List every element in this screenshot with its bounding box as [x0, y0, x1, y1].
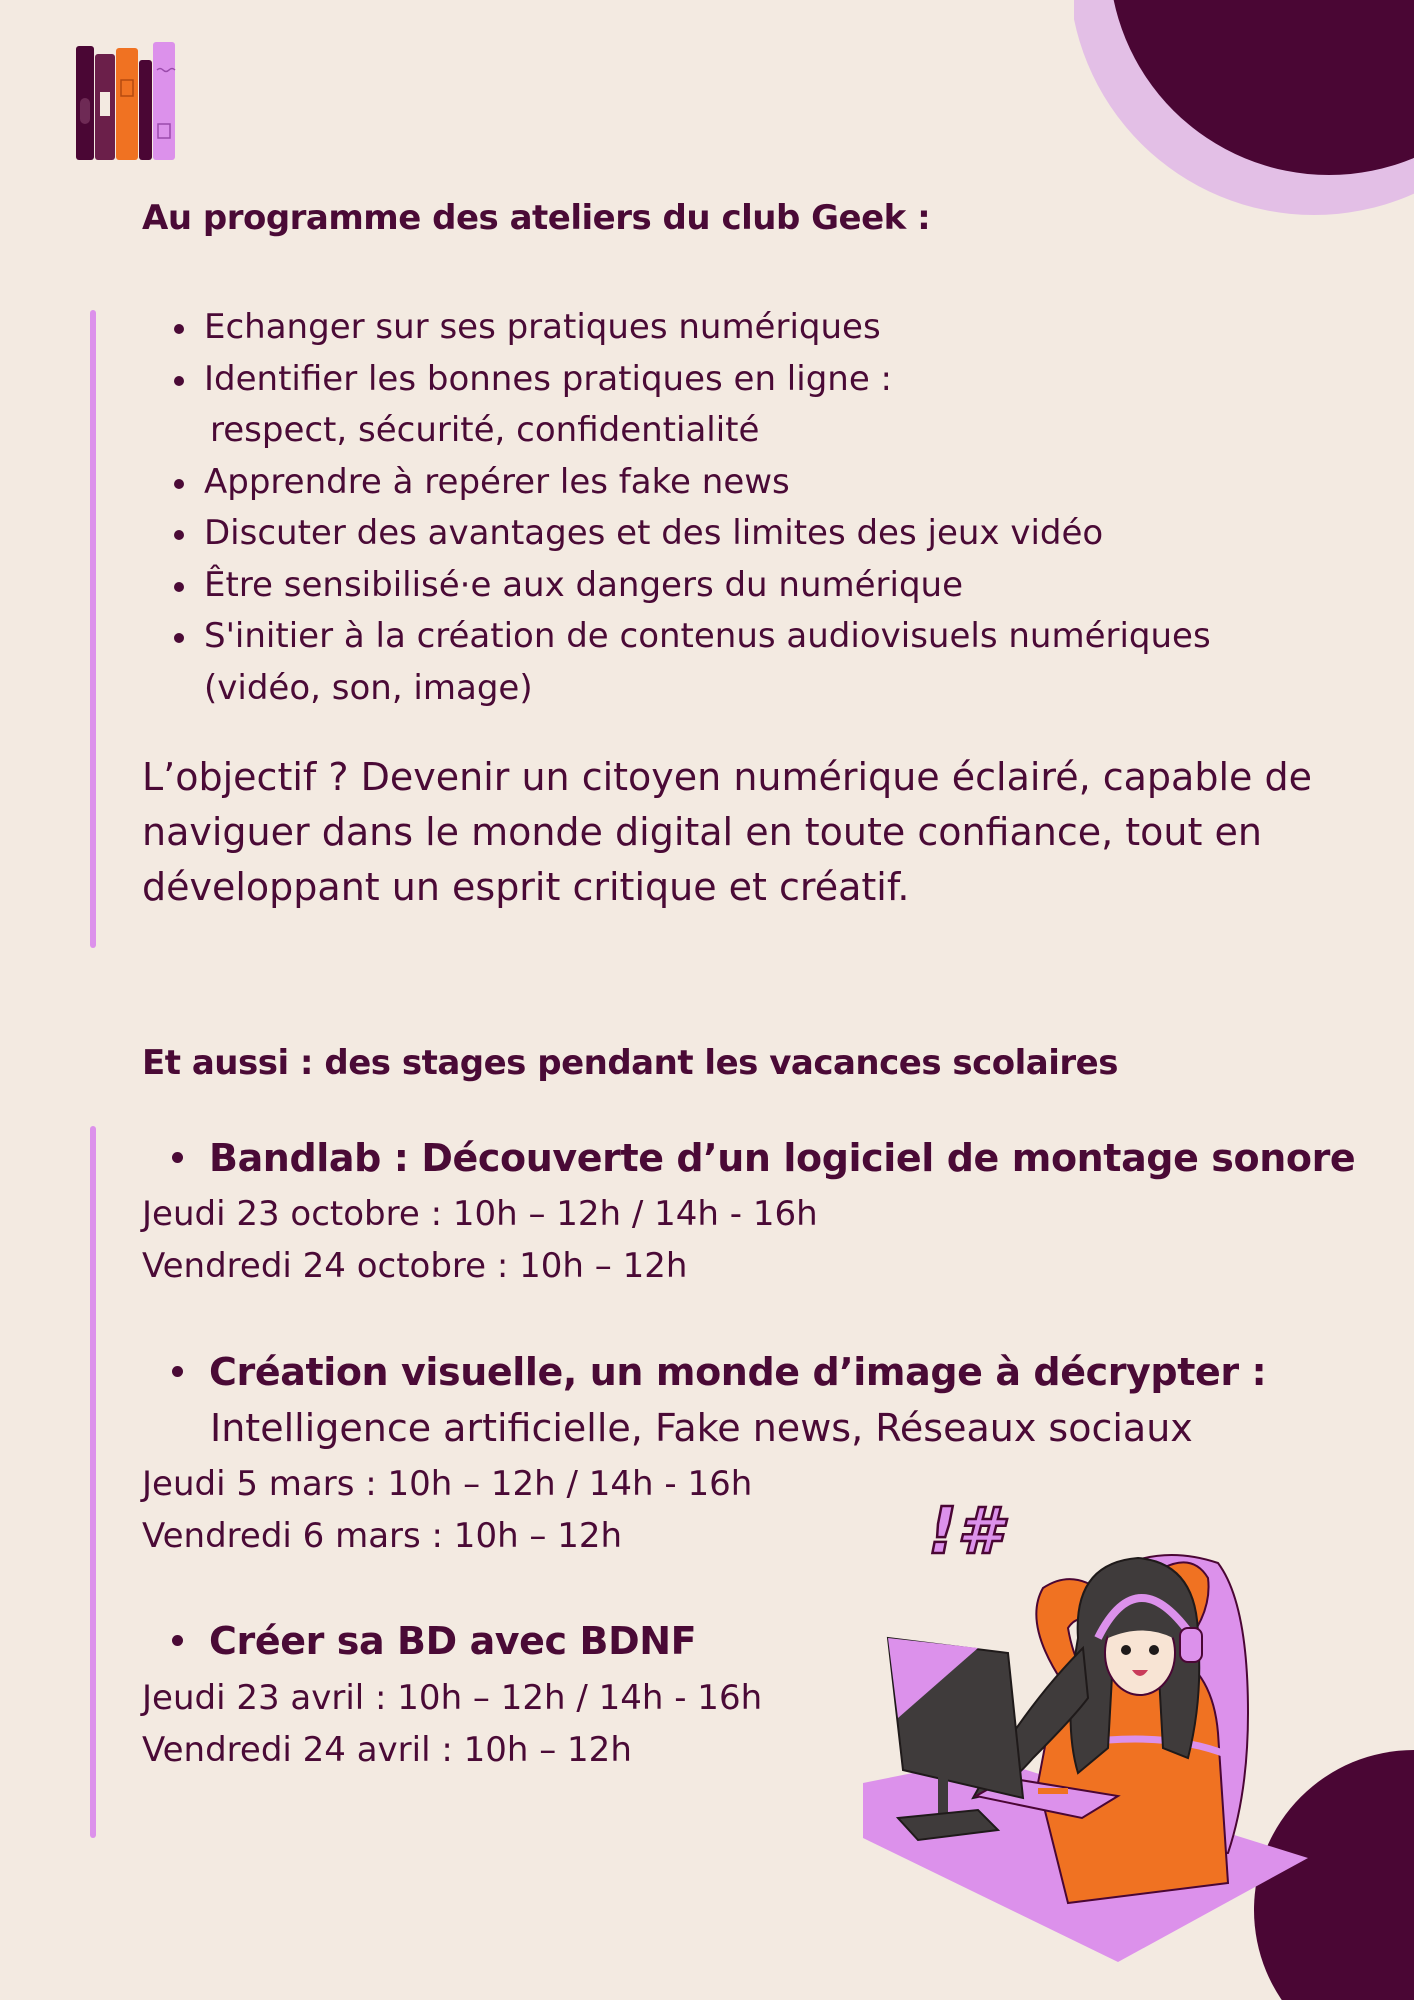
list-item: Echanger sur ses pratiques numériques	[142, 302, 1342, 354]
list-item: S'initier à la création de contenus audiovisuels numériques (vidéo, son, image)	[142, 611, 1342, 714]
stage-bandlab-date-1: Jeudi 23 octobre : 10h – 12h / 14h - 16h	[142, 1194, 818, 1234]
stages-heading: Et aussi : des stages pendant les vacances scolaires	[142, 1043, 1118, 1083]
exclamation-text: !#	[928, 1495, 1002, 1569]
bullet	[172, 1152, 183, 1163]
bullet	[172, 1366, 183, 1377]
program-list	[142, 302, 1342, 714]
list-item: Identifier les bonnes pratiques en ligne : respect, sécurité, confidentialité	[142, 354, 1342, 457]
list-item: Discuter des avantages et des limites des jeux vidéo	[142, 508, 1342, 560]
stage-bandlab-date-2: Vendredi 24 octobre : 10h – 12h	[142, 1246, 688, 1286]
program-heading: Au programme des ateliers du club Geek :	[142, 198, 931, 238]
stage-bd-title: Créer sa BD avec BDNF	[142, 1619, 696, 1663]
gamer-girl-illustration	[858, 1478, 1338, 1978]
stage-bd-date-2: Vendredi 24 avril : 10h – 12h	[142, 1730, 632, 1770]
list-item: Être sensibilisé·e aux dangers du numérique	[142, 560, 1342, 612]
list-item: Apprendre à repérer les fake news	[142, 457, 1342, 509]
stage-bd-date-1: Jeudi 23 avril : 10h – 12h / 14h - 16h	[142, 1678, 763, 1718]
stage-visual-subtitle: Intelligence artificielle, Fake news, Réseaux sociaux	[210, 1406, 1193, 1450]
stage-visual-date-1: Jeudi 5 mars : 10h – 12h / 14h - 16h	[142, 1464, 753, 1504]
stages-accent-bar	[90, 1126, 96, 1838]
books-icon	[74, 40, 180, 164]
bullet	[172, 1635, 183, 1646]
stage-visual-title: Création visuelle, un monde d’image à décrypter :	[142, 1350, 1266, 1394]
program-accent-bar	[90, 310, 96, 948]
stage-visual-date-2: Vendredi 6 mars : 10h – 12h	[142, 1516, 623, 1556]
objective-paragraph: L’objectif ? Devenir un citoyen numérique éclairé, capable de naviguer dans le monde digital en toute confiance, tout en développant un esprit critique et créatif.	[142, 755, 1312, 909]
stage-bandlab-title: Bandlab : Découverte d’un logiciel de montage sonore	[142, 1136, 1355, 1180]
corner-decoration	[1074, 0, 1414, 230]
